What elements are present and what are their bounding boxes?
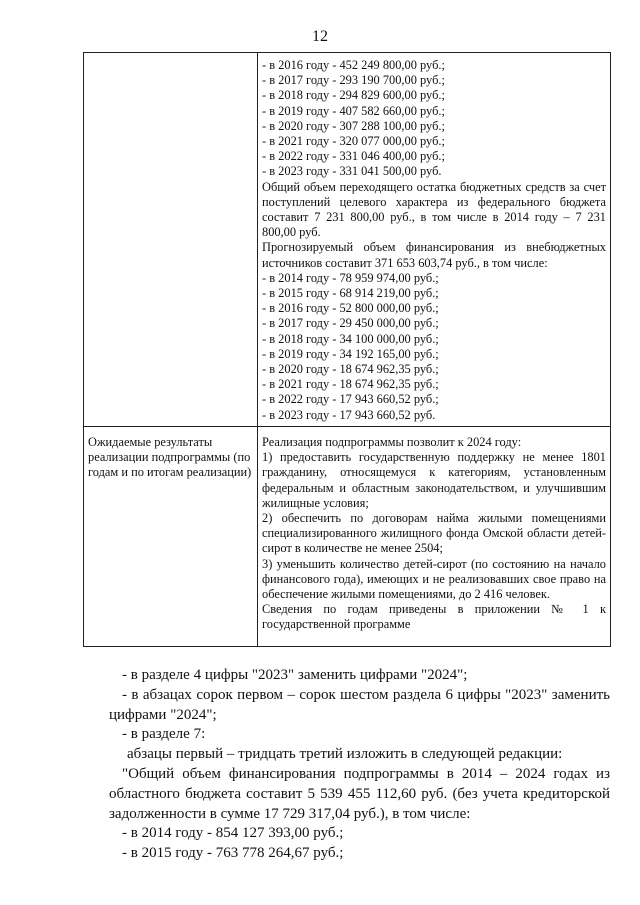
amendments-text xyxy=(109,666,610,864)
extrabudget-line-2022: - в 2022 году - 17 943 660,52 руб.; xyxy=(262,392,439,407)
extrabudget-line-2020: - в 2020 году - 18 674 962,35 руб.; xyxy=(262,362,439,377)
budget-line-2016: - в 2016 году - 452 249 800,00 руб.; xyxy=(262,58,445,72)
extrabudget-paragraph: Прогнозируемый объем финансирования из внебюджетных источников составит 371 653 603,74 руб., в том числе: xyxy=(262,240,606,270)
extrabudget-line-2014: - в 2014 году - 78 959 974,00 руб.; xyxy=(262,270,439,285)
amendment-section-7: - в разделе 7: xyxy=(122,726,206,743)
budget-line-2017: - в 2017 году - 293 190 700,00 руб.; xyxy=(262,73,445,88)
extrabudget-line-2023: - в 2023 году - 17 943 660,52 руб. xyxy=(262,407,436,422)
amendment-section-4: - в разделе 4 цифры "2023" заменить цифрами "2024"; xyxy=(122,667,468,683)
results-note: Сведения по годам приведены в приложении № 1 к государственной программе xyxy=(262,602,606,632)
amendment-line-2014: - в 2014 году - 854 127 393,00 руб.; xyxy=(122,825,344,842)
results-item-1: 1) предоставить государственную поддержку не менее 1801 гражданину, относящемуся к категориям, установленным федеральным и областным законодательством, и улучшившим жилищные условия; xyxy=(262,450,606,510)
results-item-3: 3) уменьшить количество детей-сирот (по состоянию на начало финансового года), имеющих и не реализовавших свое право на обеспечение жилыми помещениями, до 2 416 человек. xyxy=(262,556,606,602)
results-item-2: 2) обеспечить по договорам найма жилыми помещениями специализированного жилищного фонда Омской области детей-сирот в количестве не менее 2504; xyxy=(262,511,606,556)
extrabudget-line-2017: - в 2017 году - 29 450 000,00 руб.; xyxy=(262,316,439,331)
remainder-paragraph: Общий объем переходящего остатка бюджетных средств за счет поступлений целевого характера из федерального бюджета составит 7 231 800,00 руб., в том числе в 2014 году – 7 231 800,00 руб. xyxy=(262,179,606,240)
table-row-financing xyxy=(84,53,611,427)
extrabudget-line-2021: - в 2021 году - 18 674 962,35 руб.; xyxy=(262,377,439,392)
budget-line-2022: - в 2022 году - 331 046 400,00 руб.; xyxy=(262,149,445,164)
budget-line-2018: - в 2018 году - 294 829 600,00 руб.; xyxy=(262,88,445,103)
budget-line-2023: - в 2023 году - 331 041 500,00 руб. xyxy=(262,164,442,179)
extrabudget-line-2018: - в 2018 году - 34 100 000,00 руб.; xyxy=(262,331,439,346)
amendment-section-6 xyxy=(96,686,610,726)
amendment-total-financing xyxy=(96,765,610,824)
table-row-results xyxy=(84,427,611,647)
extrabudget-line-2016: - в 2016 году - 52 800 000,00 руб.; xyxy=(262,301,439,316)
amendment-line-2015: - в 2015 году - 763 778 264,67 руб.; xyxy=(122,845,344,862)
amendment-section-6-text: - в абзацах сорок первом – сорок шестом раздела 6 цифры "2023" заменить цифрами "2024"; xyxy=(109,686,610,723)
passport-table xyxy=(83,52,611,647)
amendment-total-financing-text: "Общий объем финансирования подпрограммы в 2014 – 2024 годах из областного бюджета составит 5 539 455 112,60 руб. (без учета кредиторской задолженности в сумме 17 729 317,04 руб.), в том числе: xyxy=(109,765,610,822)
results-intro: Реализация подпрограммы позволит к 2024 году: xyxy=(262,435,522,449)
budget-line-2019: - в 2019 году - 407 582 660,00 руб.; xyxy=(262,103,445,118)
financing-cell xyxy=(258,53,611,427)
extrabudget-line-2015: - в 2015 году - 68 914 219,00 руб.; xyxy=(262,286,439,301)
results-cell xyxy=(258,427,611,647)
amendment-paragraphs: абзацы первый – тридцать третий изложить в следующей редакции: xyxy=(127,746,563,763)
page-number: 12 xyxy=(312,28,328,45)
budget-line-2020: - в 2020 году - 307 288 100,00 руб.; xyxy=(262,118,445,133)
row-label-empty xyxy=(84,53,258,427)
results-label: Ожидаемые результаты реализации подпрограммы (по годам и по итогам реализации) xyxy=(84,427,258,647)
budget-line-2021: - в 2021 году - 320 077 000,00 руб.; xyxy=(262,134,445,149)
extrabudget-line-2019: - в 2019 году - 34 192 165,00 руб.; xyxy=(262,346,439,361)
